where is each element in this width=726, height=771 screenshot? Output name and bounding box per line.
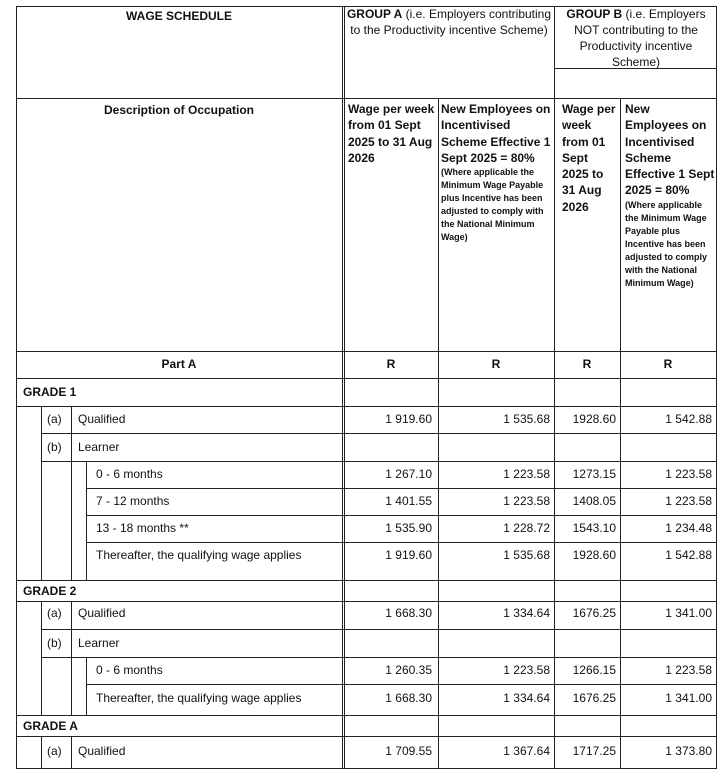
- grade2-row-b-incentive: 1 223.58: [665, 663, 712, 677]
- grade1-row-a-incentive: 1 228.72: [503, 521, 550, 535]
- gradeA-qualified-b-wage: 1717.25: [572, 744, 616, 758]
- group-a-incentive-main: New Employees on Incentivised Scheme Effective 1 Sept 2025 = 80%: [441, 102, 551, 165]
- grade1-row-b-incentive: 1 223.58: [665, 467, 712, 481]
- grade1-qualified-b-incentive: 1 542.88: [665, 412, 712, 426]
- gradeA-qualified-a-wage: 1 709.55: [385, 744, 432, 758]
- gradeA-qualified-code: (a): [47, 744, 62, 758]
- group-b-incentive-note: (Where applicable the Minimum Wage Payable plus Incentive has been adjusted to comply with the National Minimum Wage): [625, 199, 708, 288]
- gradeA-qualified-label: Qualified: [78, 744, 126, 758]
- grade1-learner-code: (b): [47, 440, 62, 454]
- grade2-qualified-code: (a): [47, 606, 62, 620]
- grade1-row-label: Thereafter, the qualifying wage applies: [96, 548, 302, 562]
- grade1-row-b-wage: 1273.15: [572, 467, 616, 481]
- grade2-row-a-wage: 1 260.35: [385, 663, 432, 677]
- group-b-wage-header: Wage per week from 01 Sept 2025 to 31 Aug 2026: [562, 102, 616, 214]
- currency-a1: R: [386, 357, 396, 371]
- grade2-row-label: 0 - 6 months: [96, 663, 163, 677]
- grade2-qualified-label: Qualified: [78, 606, 126, 620]
- grade2-row-b-incentive: 1 341.00: [665, 691, 712, 705]
- grade1-row-a-incentive: 1 535.68: [503, 548, 550, 562]
- part-label: Part A: [161, 357, 197, 371]
- grade1-row-b-wage: 1928.60: [572, 548, 616, 562]
- group-a-wage-header: Wage per week from 01 Sept 2025 to 31 Aug 2026: [348, 102, 435, 165]
- grade1-row-b-wage: 1408.05: [572, 494, 616, 508]
- gradeA-qualified-b-incentive: 1 373.80: [665, 744, 712, 758]
- group-b-label: GROUP B: [566, 7, 623, 21]
- group-a-label: GROUP A: [346, 7, 403, 21]
- grade1-row-b-wage: 1543.10: [572, 521, 616, 535]
- grade1-row-a-incentive: 1 223.58: [503, 467, 550, 481]
- grade1-qualified-code: (a): [47, 412, 62, 426]
- grade1-qualified-b-wage: 1928.60: [572, 412, 616, 426]
- grade1-qualified-a-wage: 1 919.60: [385, 412, 432, 426]
- wage-schedule-table: [16, 6, 716, 769]
- currency-b2: R: [663, 357, 673, 371]
- currency-a2: R: [491, 357, 501, 371]
- grade1-row-a-wage: 1 919.60: [385, 548, 432, 562]
- grade1-learner-label: Learner: [78, 440, 120, 454]
- gradeA-title: GRADE A: [23, 719, 78, 733]
- group-a-header: [346, 6, 552, 38]
- grade1-row-a-wage: 1 401.55: [385, 494, 432, 508]
- group-b-incentive-header: [625, 101, 716, 290]
- grade1-row-a-wage: 1 267.10: [385, 467, 432, 481]
- grade2-row-b-wage: 1676.25: [572, 691, 616, 705]
- grade2-title: GRADE 2: [23, 584, 77, 598]
- grade2-row-label: Thereafter, the qualifying wage applies: [96, 691, 302, 705]
- grade1-row-label: 7 - 12 months: [96, 494, 170, 508]
- group-a-incentive-header: [441, 101, 553, 244]
- grade2-qualified-a-incentive: 1 334.64: [503, 606, 550, 620]
- group-a-description: (i.e. Employers contributing to the Productivity incentive Scheme): [350, 7, 552, 37]
- grade1-row-a-wage: 1 535.90: [385, 521, 432, 535]
- grade2-row-a-incentive: 1 334.64: [503, 691, 550, 705]
- group-b-header: [556, 6, 716, 70]
- group-b-incentive-main: New Employees on Incentivised Scheme Effective 1 Sept 2025 = 80%: [625, 102, 715, 198]
- grade2-qualified-a-wage: 1 668.30: [385, 606, 432, 620]
- grade2-row-b-wage: 1266.15: [572, 663, 616, 677]
- grade2-learner-label: Learner: [78, 636, 120, 650]
- currency-b1: R: [582, 357, 592, 371]
- grade1-qualified-a-incentive: 1 535.68: [503, 412, 550, 426]
- grade1-row-label: 13 - 18 months **: [96, 521, 189, 535]
- grade1-row-b-incentive: 1 234.48: [665, 521, 712, 535]
- grade1-row-b-incentive: 1 223.58: [665, 494, 712, 508]
- grade1-title: GRADE 1: [23, 385, 77, 399]
- description-of-occupation-header: Description of Occupation: [103, 103, 254, 117]
- grade2-qualified-b-wage: 1676.25: [572, 606, 616, 620]
- grade2-row-a-incentive: 1 223.58: [503, 663, 550, 677]
- grade1-row-b-incentive: 1 542.88: [665, 548, 712, 562]
- grade2-learner-code: (b): [47, 636, 62, 650]
- grade1-row-a-incentive: 1 223.58: [503, 494, 550, 508]
- group-b-description: (i.e. Employers NOT contributing to the Productivity incentive Scheme): [574, 7, 706, 69]
- grade1-qualified-label: Qualified: [78, 412, 126, 426]
- group-a-incentive-note: (Where applicable the Minimum Wage Payable plus Incentive has been adjusted to comply with the National Minimum Wage): [441, 167, 544, 243]
- gradeA-qualified-a-incentive: 1 367.64: [503, 744, 550, 758]
- grade1-row-label: 0 - 6 months: [96, 467, 163, 481]
- grade2-row-a-wage: 1 668.30: [385, 691, 432, 705]
- wage-schedule-title: WAGE SCHEDULE: [125, 9, 232, 23]
- grade2-qualified-b-incentive: 1 341.00: [665, 606, 712, 620]
